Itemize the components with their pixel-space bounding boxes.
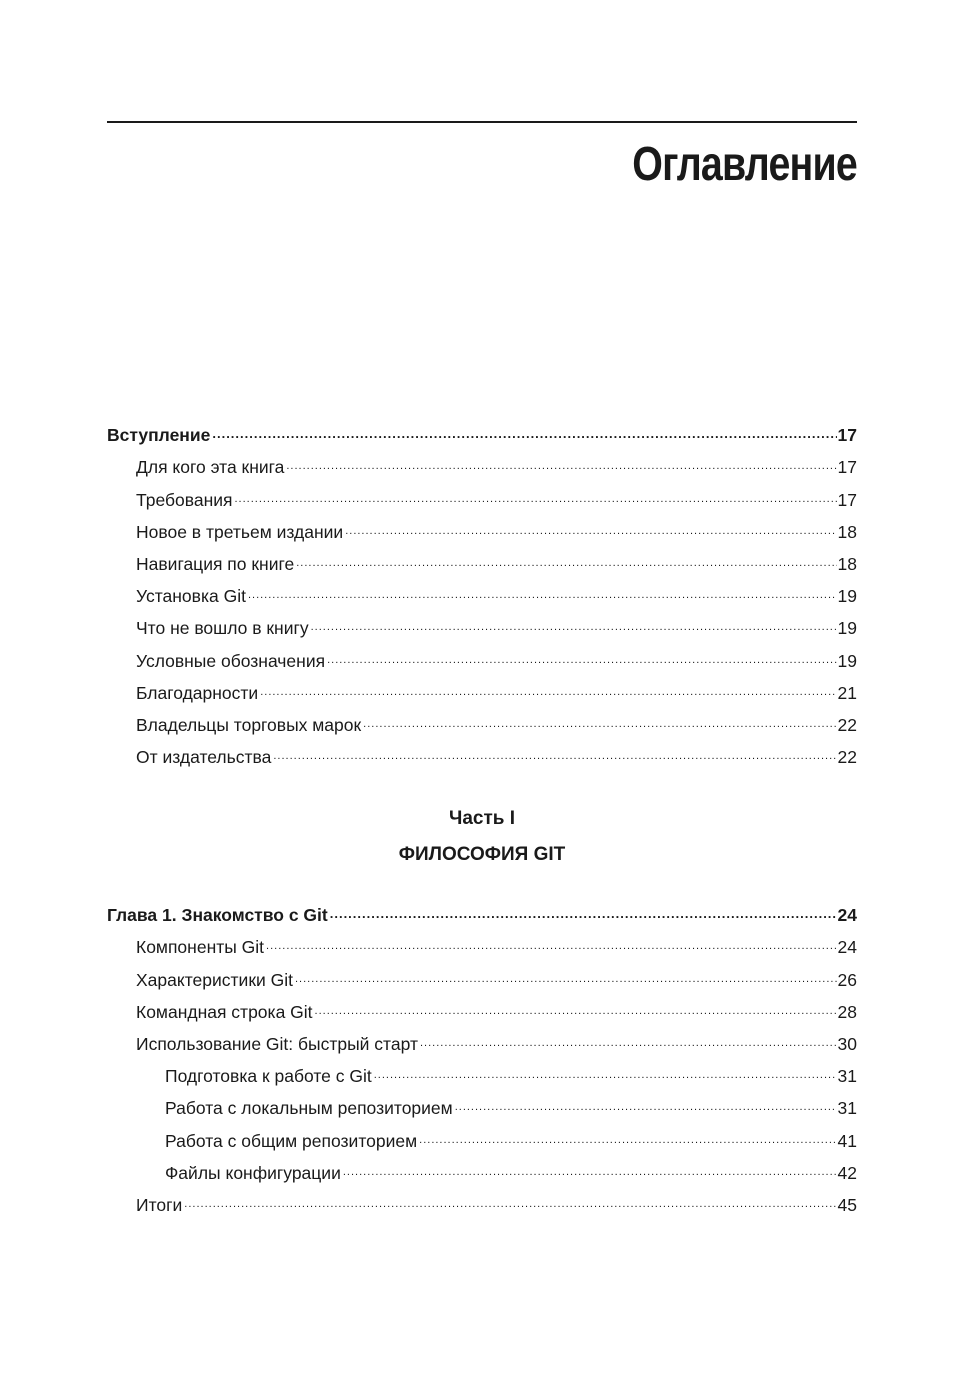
- toc-entry-label: Условные обозначения: [136, 650, 326, 671]
- toc-entry-label: Вступление: [107, 425, 211, 446]
- dot-leader: [260, 683, 836, 701]
- dot-leader: [419, 1131, 836, 1149]
- toc-entry[interactable]: [107, 736, 857, 768]
- toc-entry-page: 21: [837, 682, 857, 703]
- dot-leader: [327, 651, 836, 669]
- toc-entry-page: 28: [837, 1001, 857, 1022]
- toc-entry-page: 31: [837, 1066, 857, 1087]
- toc-entry-label: Навигация по книге: [136, 553, 295, 574]
- toc-entry[interactable]: [107, 1087, 857, 1119]
- toc-entry[interactable]: [107, 1119, 857, 1151]
- toc-entry[interactable]: [107, 639, 857, 671]
- toc-entry-label: Итоги: [136, 1194, 183, 1215]
- toc-entry-page: 18: [837, 553, 857, 574]
- toc-entry[interactable]: [107, 543, 857, 575]
- toc-entry[interactable]: [107, 958, 857, 990]
- toc-entry-label: Новое в третьем издании: [136, 521, 344, 542]
- dot-leader: [295, 970, 837, 988]
- part-number: Часть I: [448, 808, 516, 829]
- toc-entry-page: 30: [837, 1033, 857, 1054]
- toc-entry-label: Для кого эта книга: [136, 457, 285, 478]
- toc-entry[interactable]: [107, 991, 857, 1023]
- toc-entry[interactable]: [107, 478, 857, 510]
- toc-entry[interactable]: [107, 672, 857, 704]
- dot-leader: [330, 905, 837, 923]
- dot-leader: [212, 425, 836, 443]
- dot-leader: [343, 1163, 837, 1181]
- toc-entry-label: Подготовка к работе с Git: [165, 1066, 372, 1087]
- toc-entry[interactable]: [107, 704, 857, 736]
- page-title: Оглавление: [632, 138, 857, 191]
- toc-entry-label: Файлы конфигурации: [165, 1162, 341, 1183]
- toc-entry[interactable]: [107, 926, 857, 958]
- toc-entry[interactable]: [107, 1055, 857, 1087]
- toc-entry-page: 19: [837, 618, 857, 639]
- toc-intro-section: [107, 414, 857, 768]
- toc-chapter1-section: [107, 894, 857, 1216]
- toc-entry-label: Требования: [136, 489, 233, 510]
- toc-entry-label: Благодарности: [136, 682, 259, 703]
- toc-entry-page: 22: [837, 747, 857, 768]
- toc-entry-label: Командная строка Git: [136, 1001, 313, 1022]
- toc-entry[interactable]: [107, 511, 857, 543]
- toc-entry[interactable]: [107, 446, 857, 478]
- toc-entry[interactable]: [107, 575, 857, 607]
- toc-entry-page: 17: [837, 425, 857, 446]
- toc-entry-page: 41: [837, 1130, 857, 1151]
- dot-leader: [286, 457, 836, 475]
- toc-entry-page: 22: [837, 714, 857, 735]
- toc-entry-page: 26: [837, 969, 857, 990]
- toc-entry-page: 24: [837, 905, 857, 926]
- dot-leader: [374, 1066, 837, 1084]
- toc-entry-page: 19: [837, 650, 857, 671]
- toc-entry-label: Компоненты Git: [136, 937, 265, 958]
- toc-entry[interactable]: [107, 1184, 857, 1216]
- toc-entry-page: 17: [837, 457, 857, 478]
- part-name: ФИЛОСОФИЯ GIT: [398, 844, 566, 865]
- dot-leader: [315, 1002, 837, 1020]
- toc-entry-label: Работа с общим репозиторием: [165, 1130, 418, 1151]
- dot-leader: [234, 490, 836, 508]
- dot-leader: [311, 618, 837, 636]
- dot-leader: [455, 1098, 837, 1116]
- toc-entry-label: Владельцы торговых марок: [136, 714, 362, 735]
- toc-heading-entry[interactable]: [107, 894, 857, 926]
- dot-leader: [248, 586, 837, 604]
- dot-leader: [345, 522, 836, 540]
- toc-entry-label: Установка Git: [136, 586, 246, 607]
- toc-entry-label: Работа с локальным репозиторием: [165, 1098, 453, 1119]
- toc-entry[interactable]: [107, 607, 857, 639]
- header-rule: [107, 121, 857, 123]
- toc-entry-label: От издательства: [136, 747, 272, 768]
- toc-entry-page: 31: [837, 1098, 857, 1119]
- dot-leader: [273, 747, 836, 765]
- toc-entry-label: Характеристики Git: [136, 969, 293, 990]
- dot-leader: [184, 1195, 836, 1213]
- dot-leader: [296, 554, 836, 572]
- toc-entry-page: 18: [837, 521, 857, 542]
- dot-leader: [266, 937, 836, 955]
- toc-entry-page: 42: [837, 1162, 857, 1183]
- toc-entry[interactable]: [107, 1152, 857, 1184]
- toc-entry-label: Использование Git: быстрый старт: [136, 1033, 418, 1054]
- toc-entry-label: Глава 1. Знакомство с Git: [107, 905, 328, 926]
- toc-heading-entry[interactable]: [107, 414, 857, 446]
- toc-entry-page: 45: [837, 1194, 857, 1215]
- toc-entry-page: 17: [837, 489, 857, 510]
- toc-entry-label: Что не вошло в книгу: [136, 618, 309, 639]
- dot-leader: [363, 715, 836, 733]
- toc-entry-page: 19: [837, 586, 857, 607]
- toc-entry-page: 24: [837, 937, 857, 958]
- dot-leader: [420, 1034, 837, 1052]
- toc-entry[interactable]: [107, 1023, 857, 1055]
